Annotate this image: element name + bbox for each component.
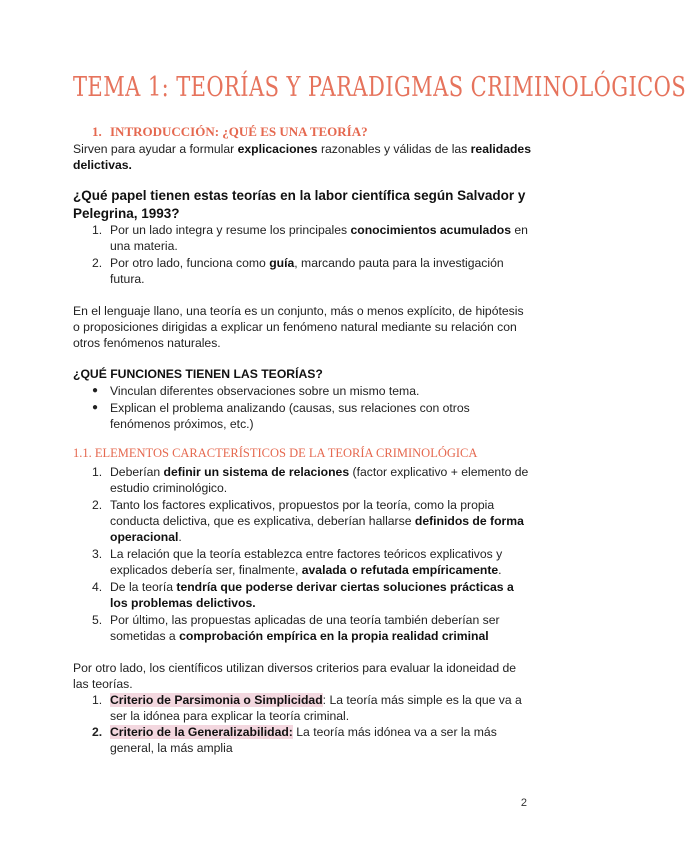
list-text: Por un lado integra y resume los principales <box>110 223 351 237</box>
list-number: 1. <box>92 693 103 707</box>
list-text: . <box>498 563 502 577</box>
list-bold: los problemas delictivos. <box>110 596 256 610</box>
list-item-line2 <box>110 513 524 529</box>
list-bold: comprobación empírica en la propia realidad criminal <box>179 629 489 643</box>
bullet-icon: ● <box>92 402 99 413</box>
list-number: 2. <box>92 256 103 270</box>
list-number: 5. <box>92 613 103 627</box>
intro-bold: realidades <box>470 142 531 156</box>
list-item <box>110 724 497 740</box>
definition-line1: En el lenguaje llano, una teoría es un conjunto, más o menos explícito, de hipótesis <box>73 304 524 318</box>
list-number: 3. <box>92 547 103 561</box>
list-item-line2 <box>110 562 502 578</box>
page-title: TEMA 1: TEORÍAS Y PARADIGMAS CRIMINOLÓGICOS <box>73 72 686 103</box>
list-bold: definidos de forma <box>414 514 524 528</box>
list-text: La teoría más idónea va a ser la más <box>292 725 497 739</box>
list-item: Por último, las propuestas aplicadas de una teoría también deberían ser <box>110 613 500 627</box>
list-text: Por otro lado, funciona como <box>110 256 270 270</box>
list-item-line2: una materia. <box>110 239 178 253</box>
list-bold: avalada o refutada empíricamente <box>301 563 499 577</box>
list-item-line2: estudio criminológico. <box>110 481 228 495</box>
list-item: La relación que la teoría establezca entre factores teóricos explicativos y <box>110 547 503 561</box>
bullet-icon: ● <box>92 385 99 396</box>
list-text: (factor explicativo + elemento de <box>349 465 529 479</box>
list-item <box>110 692 522 708</box>
highlighted-term: Criterio de Parsimonia o Simplicidad <box>110 693 323 707</box>
list-number: 2. <box>92 725 103 739</box>
intro-text: razonables y válidas de las <box>317 142 471 156</box>
bullet-item: Vinculan diferentes observaciones sobre un mismo tema. <box>110 384 420 398</box>
list-number: 4. <box>92 580 103 594</box>
intro-paragraph-line2 <box>73 157 132 173</box>
list-text: , marcando pauta para la investigación <box>294 256 504 270</box>
list-number: 1. <box>92 223 103 237</box>
list-text: . <box>178 530 182 544</box>
list-bold: tendría que poderse derivar ciertas soluciones prácticas a <box>176 580 514 594</box>
list-bold: guía <box>269 256 295 270</box>
intro-text: Sirven para ayudar a formular <box>73 142 238 156</box>
list-text: sometidas a <box>110 629 180 643</box>
page-number: 2 <box>520 797 527 809</box>
list-number: 2. <box>92 498 103 512</box>
section-number: 1. <box>92 124 102 139</box>
bullet-item-line2: fenómenos próximos, etc.) <box>110 417 254 431</box>
question-heading-line2: Pelegrina, 1993? <box>73 206 180 221</box>
functions-heading: ¿QUÉ FUNCIONES TIENEN LAS TEORÍAS? <box>73 367 323 381</box>
list-item-line3 <box>110 529 182 545</box>
list-item <box>110 255 504 271</box>
list-item-line2: general, la más amplia <box>110 741 233 755</box>
list-text: conducta delictiva, que es explicativa, deberían hallarse <box>110 514 415 528</box>
list-item: Tanto los factores explicativos, propuestos por la teoría, como la propia <box>110 498 495 512</box>
intro-bold: delictivas. <box>73 158 132 172</box>
criteria-intro-line1: Por otro lado, los científicos utilizan diversos criterios para evaluar la idoneidad de <box>73 661 517 675</box>
criteria-intro-line2: las teorías. <box>73 677 133 691</box>
list-number: 1. <box>92 465 103 479</box>
list-text: De la teoría <box>110 580 177 594</box>
definition-line3: otros fenómenos naturales. <box>73 336 221 350</box>
section-heading: INTRODUCCIÓN: ¿QUÉ ES UNA TEORÍA? <box>110 124 368 139</box>
list-bold: definir un sistema de relaciones <box>163 465 350 479</box>
bullet-item: Explican el problema analizando (causas, sus relaciones con otros <box>110 401 470 415</box>
list-item-line2: ser la idónea para explicar la teoría criminal. <box>110 709 350 723</box>
list-item-line2: futura. <box>110 272 145 286</box>
question-heading-line1: ¿Qué papel tienen estas teorías en la labor científica según Salvador y <box>73 188 526 203</box>
intro-bold: explicaciones <box>237 142 318 156</box>
definition-line2: o proposiciones dirigidas a explicar un fenómeno natural mediante su relación con <box>73 320 517 334</box>
highlighted-term: Criterio de la Generalizabilidad: <box>110 725 293 739</box>
subsection-heading: 1.1. ELEMENTOS CARACTERÍSTICOS DE LA TEORÍA CRIMINOLÓGICA <box>73 446 478 460</box>
list-text: Deberían <box>110 465 164 479</box>
list-text: : La teoría más simple es la que va a <box>322 693 522 707</box>
list-item <box>110 464 528 480</box>
list-item <box>110 222 528 238</box>
list-text: en <box>511 223 528 237</box>
list-item-line2 <box>110 595 256 611</box>
list-text: explicados debería ser, finalmente, <box>110 563 302 577</box>
list-bold: operacional <box>110 530 179 544</box>
list-bold: conocimientos acumulados <box>350 223 512 237</box>
intro-paragraph <box>73 141 533 157</box>
list-item <box>110 579 514 595</box>
list-item-line2 <box>110 628 489 644</box>
